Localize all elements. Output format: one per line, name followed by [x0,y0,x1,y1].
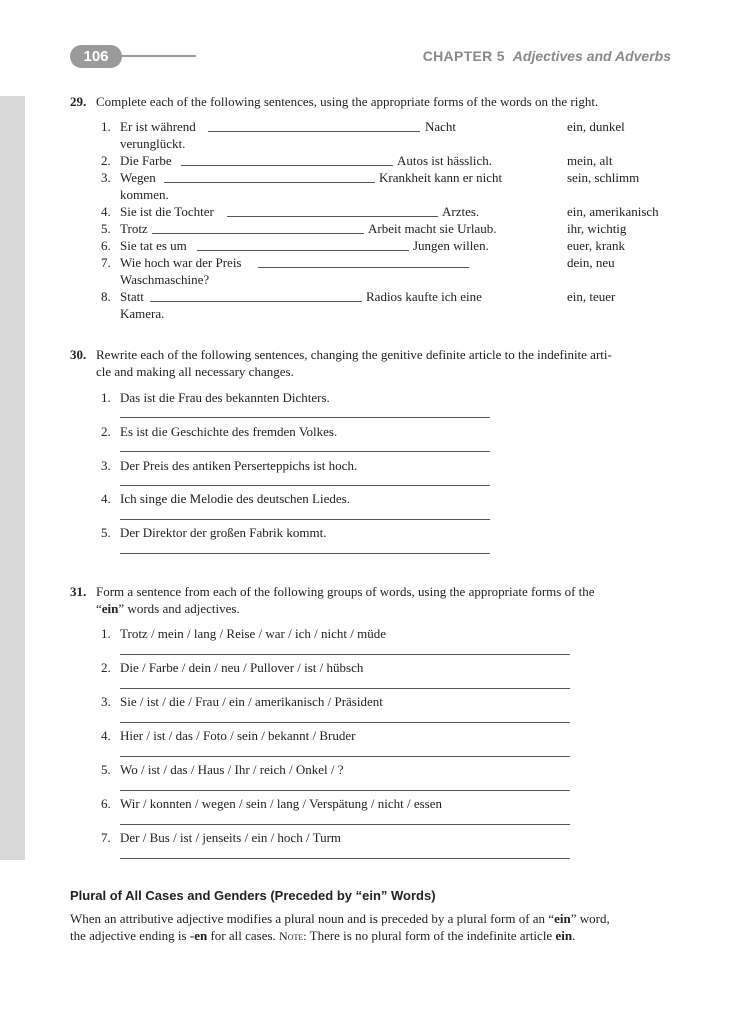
paragraph-text: . [572,928,576,943]
ex30-item-text: Das ist die Frau des bekannten Dichters. [120,390,330,405]
ex29-item-text: Sie ist die Tochter [120,204,214,219]
exercise-30-number: 30. [70,347,87,362]
page-number: 106 [70,45,122,68]
ex31-item-text: Der / Bus / ist / jenseits / ein / hoch / Turm [120,830,342,845]
exercise-30-instruction-cont: cle and making all necessary changes. [96,364,294,379]
ex31-item-number: 3. [101,694,111,709]
paragraph-text: When an attributive adjective modifies a plural noun and is preceded by a plural form of an “ [70,911,555,926]
ex29-item-text: Krankheit kann er nicht [379,170,503,185]
chapter-label: CHAPTER 5 [422,48,505,64]
ex31-item-text: Hier / ist / das / Foto / sein / bekannt / Bruder [120,728,356,743]
ex31-item-number: 4. [101,728,111,743]
ex29-item-text: Wegen [120,170,156,185]
ex29-hint: sein, schlimm [567,170,640,185]
ex29-hint: ein, amerikanisch [567,204,659,219]
ex30-item-number: 3. [101,458,111,473]
answer-blank[interactable] [197,250,409,251]
answer-line[interactable] [120,417,490,418]
exercise-31-number: 31. [70,584,87,599]
instruction-rest: ” words and adjectives. [118,601,240,616]
ex29-item-text: Arztes. [442,204,480,219]
ex31-item-text: Trotz / mein / lang / Reise / war / ich / nicht / müde [120,626,386,641]
ex29-item-continuation: verunglückt. [120,136,186,151]
ex29-item-text: Statt [120,289,144,304]
answer-blank[interactable] [164,182,375,183]
ein-emphasis: ein [101,601,119,616]
paragraph-text: ” word, [570,911,610,926]
answer-line[interactable] [120,654,570,655]
ein-emphasis: ein [555,928,573,943]
section-paragraph-line-2 [70,927,575,945]
answer-line[interactable] [120,688,570,689]
ex30-item-number: 4. [101,491,111,506]
answer-blank[interactable] [227,216,438,217]
answer-blank[interactable] [258,267,469,268]
ex31-item-text: Wo / ist / das / Haus / Ihr / reich / Onkel / ? [120,762,344,777]
ex29-item-number: 5. [101,221,111,236]
note-label: Note: [279,929,307,943]
paragraph-text: There is no plural form of the indefinite article [306,928,556,943]
ex29-item-text: Jungen willen. [413,238,489,253]
ex29-item-text: Arbeit macht sie Urlaub. [368,221,497,236]
ex29-hint: ein, dunkel [567,119,625,134]
margin-tab [0,96,25,860]
ex30-item-text: Es ist die Geschichte des fremden Volkes. [120,424,338,439]
answer-blank[interactable] [150,301,362,302]
exercise-31-instruction-cont [96,600,240,617]
header-rule [120,55,196,57]
ex29-hint: euer, krank [567,238,625,253]
ex31-item-text: Wir / konnten / wegen / sein / lang / Verspätung / nicht / essen [120,796,443,811]
ex29-hint: ihr, wichtig [567,221,627,236]
answer-line[interactable] [120,485,490,486]
answer-line[interactable] [120,519,490,520]
section-paragraph-line-1 [70,910,610,927]
paragraph-text: the adjective ending is [70,928,190,943]
ex29-item-number: 8. [101,289,111,304]
ex31-item-number: 5. [101,762,111,777]
ex29-item-continuation: Waschmaschine? [120,272,210,287]
answer-line[interactable] [120,722,570,723]
ex29-item-number: 7. [101,255,111,270]
section-heading: Plural of All Cases and Genders (Preceded by “ein” Words) [70,888,436,903]
ex29-hint: ein, teuer [567,289,616,304]
ex31-item-number: 2. [101,660,111,675]
ein-emphasis: ein [554,911,571,926]
ending-emphasis: -en [189,928,208,943]
ex29-item-text: Radios kaufte ich eine [366,289,482,304]
exercise-31-instruction: Form a sentence from each of the following groups of words, using the appropriate forms of the [96,584,595,599]
answer-line[interactable] [120,756,570,757]
answer-blank[interactable] [152,233,364,234]
ex30-item-number: 1. [101,390,111,405]
ex31-item-number: 1. [101,626,111,641]
answer-line[interactable] [120,451,490,452]
ex29-item-number: 6. [101,238,111,253]
exercise-30-instruction: Rewrite each of the following sentences, changing the genitive definite article to the indefinite arti- [96,347,612,362]
ex31-item-number: 6. [101,796,111,811]
ex29-item-text: Autos ist hässlich. [397,153,492,168]
paragraph-text: for all cases. [207,928,280,943]
ex30-item-number: 5. [101,525,111,540]
answer-blank[interactable] [208,131,420,132]
ex29-item-text: Trotz [120,221,148,236]
answer-line[interactable] [120,824,570,825]
ex29-item-text: Nacht [425,119,457,134]
ex29-item-number: 1. [101,119,111,134]
ex29-item-continuation: kommen. [120,187,169,202]
ex31-item-text: Sie / ist / die / Frau / ein / amerikanisch / Präsident [120,694,383,709]
ex31-item-text: Die / Farbe / dein / neu / Pullover / ist / hübsch [120,660,364,675]
ex31-item-number: 7. [101,830,111,845]
ex29-item-number: 4. [101,204,111,219]
ex30-item-text: Der Preis des antiken Perserteppichs ist hoch. [120,458,358,473]
answer-blank[interactable] [181,165,393,166]
ex29-item-continuation: Kamera. [120,306,165,321]
exercise-29-instruction: Complete each of the following sentences, using the appropriate forms of the words on the right. [96,94,599,109]
ex30-item-number: 2. [101,424,111,439]
ex30-item-text: Ich singe die Melodie des deutschen Liedes. [120,491,350,506]
ex29-item-number: 2. [101,153,111,168]
running-head [423,48,671,65]
ex29-item-text: Die Farbe [120,153,172,168]
ex29-item-text: Er ist während [120,119,196,134]
ex29-item-number: 3. [101,170,111,185]
answer-line[interactable] [120,553,490,554]
answer-line[interactable] [120,790,570,791]
ex29-item-text: Sie tat es um [120,238,187,253]
exercise-29-number: 29. [70,94,87,109]
ex29-item-text: Wie hoch war der Preis [120,255,242,270]
ex29-hint: dein, neu [567,255,615,270]
ex30-item-text: Der Direktor der großen Fabrik kommt. [120,525,327,540]
ex29-hint: mein, alt [567,153,613,168]
quote-open: “ [96,601,102,616]
chapter-title: Adjectives and Adverbs [512,48,671,64]
answer-line[interactable] [120,858,570,859]
